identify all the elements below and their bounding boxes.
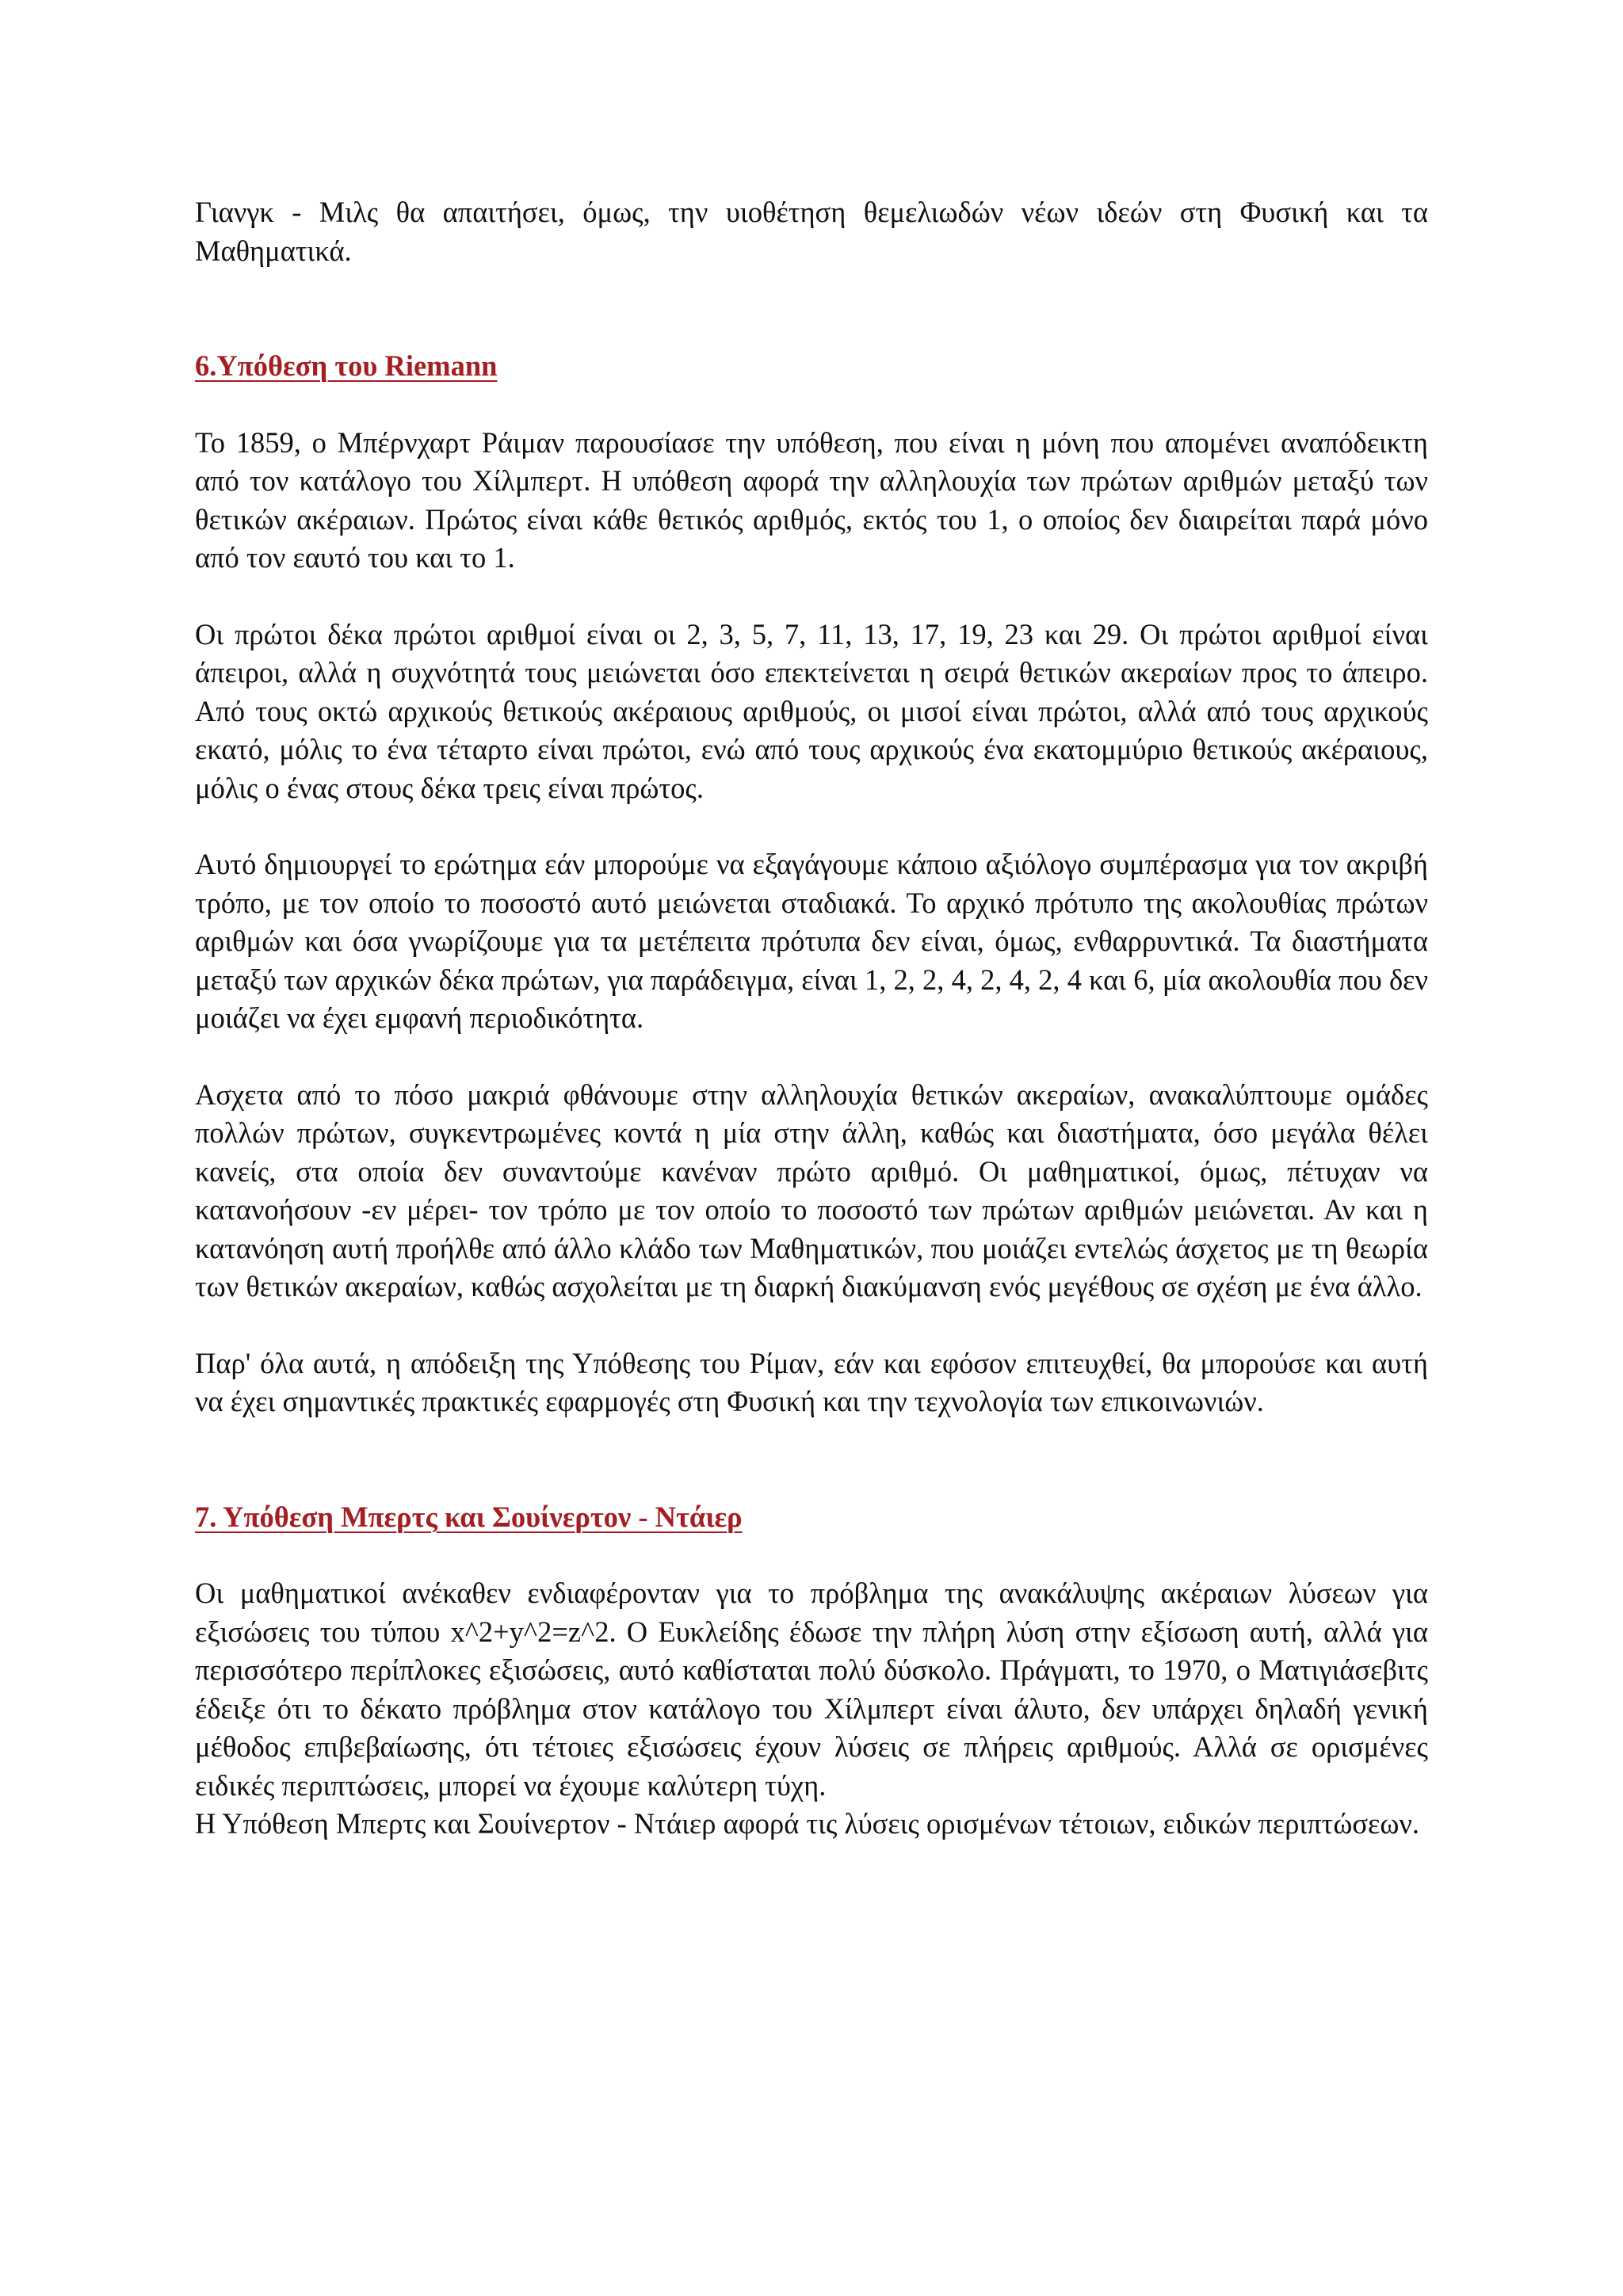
section-7-paragraph-1: Οι μαθηματικοί ανέκαθεν ενδιαφέρονταν για το πρόβλημα της ανακάλυψης ακέραιων λύσεων για εξισώσεις του τύπου x^2+y^2=z^2. Ο Ευκλείδης έδωσε την πλήρη λύση στην εξίσωση αυτή, αλλά για περισσότερο περίπλοκες εξισώσεις, αυτό καθίσταται πολύ δύσκολο. Πράγματι, το 1970, ο Ματιγιάσεβιτς έδειξε ότι το δέκατο πρόβλημα στον κατάλογο του Χίλμπερτ είναι άλυτο, δεν υπάρχει δηλαδή γενική μέθοδος επιβεβαίωσης, ότι τέτοιες εξισώσεις έχουν λύσεις σε πλήρεις αριθμούς. Αλλά σε ορισμένες ειδικές περιπτώσεις, μπορεί να έχουμε καλύτερη τύχη. xyxy=(195,1577,1428,1802)
section-6-paragraph-5: Παρ' όλα αυτά, η απόδειξη της Υπόθεσης του Ρίμαν, εάν και εφόσον επιτευχθεί, θα μπορούσε και αυτή να έχει σημαντικές πρακτικές εφαρμογές στη Φυσική και την τεχνολογία των επικοινωνιών. xyxy=(195,1346,1428,1417)
section-7-heading: 7. Υπόθεση Μπερτς και Σουίνερτον - Ντάιερ xyxy=(195,1500,743,1533)
section-6-paragraph-2: Οι πρώτοι δέκα πρώτοι αριθμοί είναι οι 2, 3, 5, 7, 11, 13, 17, 19, 23 και 29. Οι πρώτοι αριθμοί είναι άπειροι, αλλά η συχνότητά τους μειώνεται όσο επεκτείνεται η σειρά θετικών ακεραίων προς το άπειρο. Από τους οκτώ αρχικούς θετικούς ακέραιους αριθμούς, οι μισοί είναι πρώτοι, αλλά από τους αρχικούς εκατό, μόλις το ένα τέταρτο είναι πρώτοι, ενώ από τους αρχικούς ένα εκατομμύριο θετικούς ακέραιους, μόλις ο ένας στους δέκα τρεις είναι πρώτος. xyxy=(195,617,1428,804)
section-7-paragraph-2: Η Υπόθεση Μπερτς και Σουίνερτον - Ντάιερ αφορά τις λύσεις ορισμένων τέτοιων, ειδικών περιπτώσεων. xyxy=(195,1807,1420,1840)
intro-paragraph: Γιανγκ - Μιλς θα απαιτήσει, όμως, την υιοθέτηση θεμελιωδών νέων ιδεών στη Φυσική και τα Μαθηματικά. xyxy=(195,196,1428,267)
document-body xyxy=(195,193,1428,1844)
section-6-paragraph-1: Το 1859, ο Μπέρνχαρτ Ράιμαν παρουσίασε την υπόθεση, που είναι η μόνη που απομένει αναπόδεικτη από τον κατάλογο του Χίλμπερτ. Η υπόθεση αφορά την αλληλουχία των πρώτων αριθμών μεταξύ των θετικών ακέραιων. Πρώτος είναι κάθε θετικός αριθμός, εκτός του 1, ο οποίος δεν διαιρείται παρά μόνο από τον εαυτό του και το 1. xyxy=(195,425,1428,574)
section-6-paragraph-4: Ασχετα από το πόσο μακριά φθάνουμε στην αλληλουχία θετικών ακεραίων, ανακαλύπτουμε ομάδες πολλών πρώτων, συγκεντρωμένες κοντά η μία στην άλλη, καθώς και διαστήματα, όσο μεγάλα θέλει κανείς, στα οποία δεν συναντούμε κανέναν πρώτο αριθμό. Οι μαθηματικοί, όμως, πέτυχαν να κατανοήσουν -εν μέρει- τον τρόπο με τον οποίο το ποσοστό των πρώτων αριθμών μειώνεται. Αν και η κατανόηση αυτή προήλθε από άλλο κλάδο των Μαθηματικών, που μοιάζει εντελώς άσχετος με τη θεωρία των θετικών ακεραίων, καθώς ασχολείται με τη διαρκή διακύμανση ενός μεγέθους σε σχέση με ένα άλλο. xyxy=(195,1077,1428,1302)
section-6-heading: 6.Υπόθεση του Riemann xyxy=(195,349,498,382)
section-6-paragraph-3: Αυτό δημιουργεί το ερώτημα εάν μπορούμε να εξαγάγουμε κάποιο αξιόλογο συμπέρασμα για τον ακριβή τρόπο, με τον οποίο το ποσοστό αυτό μειώνεται σταδιακά. Το αρχικό πρότυπο της ακολουθίας πρώτων αριθμών και όσα γνωρίζουμε για τα μετέπειτα πρότυπα δεν είναι, όμως, ενθαρρυντικά. Τα διαστήματα μεταξύ των αρχικών δέκα πρώτων, για παράδειγμα, είναι 1, 2, 2, 4, 2, 4, 2, 4 και 6, μία ακολουθία που δεν μοιάζει να έχει εμφανή περιοδικότητα. xyxy=(195,848,1428,1034)
